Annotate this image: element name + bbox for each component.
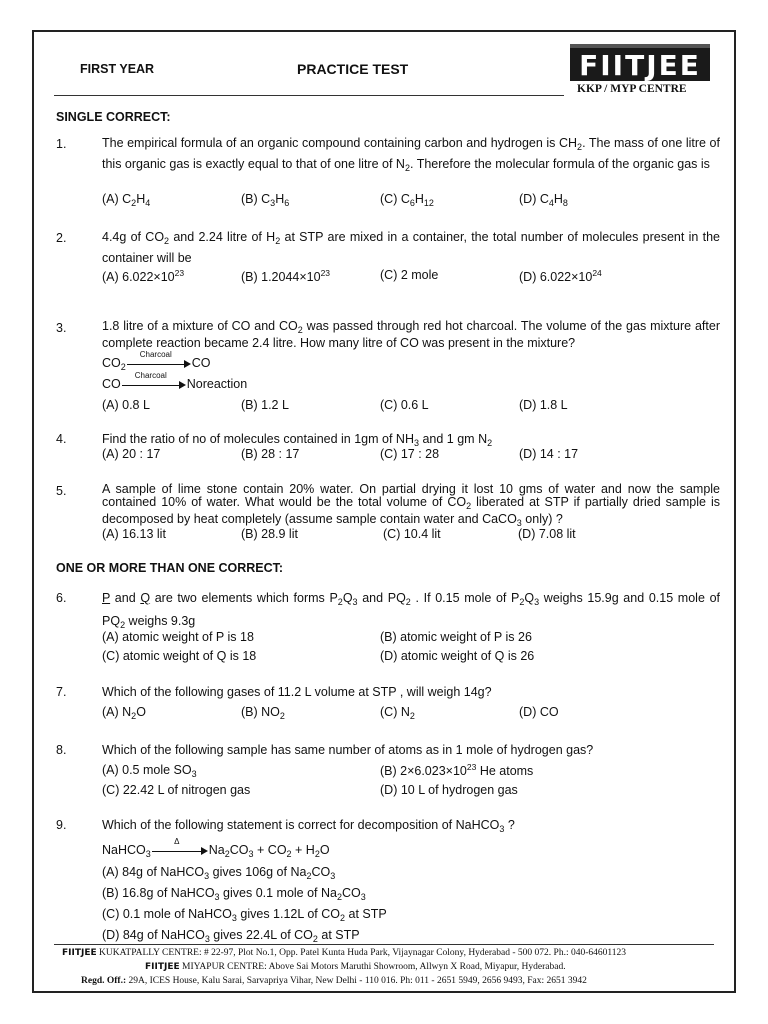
option-d[interactable]: (D) 14 : 17 xyxy=(519,447,579,461)
option-b[interactable]: (B) $NO_2$ xyxy=(241,705,285,721)
option-d[interactable]: (D) 7.08 lit xyxy=(518,527,576,541)
option-b[interactable]: (B) $2\times 6.023\times 10^{23}$ He atoms xyxy=(380,762,534,778)
option-b[interactable]: (B) $1.2044\times 10^{23}$ xyxy=(241,268,331,284)
section-multi-correct: ONE OR MORE THAN ONE CORRECT: xyxy=(56,561,284,575)
reaction-arrow: Charcoal xyxy=(122,380,186,390)
question-number: 6. xyxy=(56,591,67,605)
option-c[interactable]: (C) atomic weight of Q is 18 xyxy=(102,649,257,663)
option-b[interactable]: (B) $C_3H_6$ xyxy=(241,192,290,208)
option-b[interactable]: (B) 28.9 lit xyxy=(241,527,298,541)
option-c[interactable]: (C) 22.42 L of nitrogen gas xyxy=(102,783,251,797)
class-label: FIRST YEAR xyxy=(80,62,155,76)
option-c[interactable]: (C) 10.4 lit xyxy=(383,527,441,541)
reaction-arrow: Δ xyxy=(152,846,208,856)
option-d[interactable]: (D) $C_4H_8$ xyxy=(519,192,568,208)
option-c[interactable]: (C) 17 : 28 xyxy=(380,447,440,461)
option-d[interactable]: (D) $6.022\times 10^{24}$ xyxy=(519,268,602,284)
option-a[interactable]: (A) 0.5 mole $SO_3$ xyxy=(102,763,197,779)
option-b[interactable]: (B) atomic weight of P is 26 xyxy=(380,630,532,644)
footer-regd-office: Regd. Off.: 29A, ICES House, Kalu Sarai, Sarvapriya Vihar, New Delhi - 110 016. Ph: 011 - 2651 5949, 2656 9493, Fax: 2651 3942 xyxy=(81,976,587,986)
option-d[interactable]: (D) 10 L of hydrogen gas xyxy=(380,783,518,797)
option-a[interactable]: (A) 20 : 17 xyxy=(102,447,161,461)
question-5-text: A sample of lime stone contain 20% water. On partial drying it lost 10 gms of water and now the sample contained 10% of water. What would be the total volume of $CO_2$ liberated at STP if partially dried sample is decomposed by heat completely (assume sample contain water and CaCO$_3$ only) ? xyxy=(102,482,720,528)
option-c[interactable]: (C) $N_2$ xyxy=(380,705,415,721)
reaction-2: CO Charcoal Noreaction xyxy=(102,370,248,391)
question-6-text: P and Q are two elements which forms $P_2Q_3$ and $PQ_2$ . If 0.15 mole of $P_2Q_3$ weighs 15.9g and 0.15 mole of $PQ_2$ weighs 9.3g xyxy=(102,591,720,630)
option-b[interactable]: (B) 28 : 17 xyxy=(241,447,300,461)
question-number: 7. xyxy=(56,685,67,699)
footer-divider xyxy=(54,944,714,945)
question-4-text: Find the ratio of no of molecules contained in 1gm of $NH_3$ and 1 gm $N_2$ xyxy=(102,432,493,448)
question-number: 2. xyxy=(56,231,67,245)
option-a[interactable]: (A) atomic weight of P is 18 xyxy=(102,630,254,644)
question-number: 1. xyxy=(56,137,67,151)
option-d[interactable]: (D) atomic weight of Q is 26 xyxy=(380,649,535,663)
question-3-text: 1.8 litre of a mixture of CO and $CO_2$ was passed through red hot charcoal. The volume of the gas mixture after complete reaction became 2.4 litre. How many litre of CO was present in the mixture? xyxy=(102,319,720,350)
option-c[interactable]: (C) 0.1 mole of NaHCO$_3$ gives 1.12L of $CO_2$ at STP xyxy=(102,907,387,923)
option-a[interactable]: (A) 0.8 L xyxy=(102,398,150,412)
option-c[interactable]: (C) 0.6 L xyxy=(380,398,429,412)
section-single-correct: SINGLE CORRECT: xyxy=(56,110,171,124)
reaction-arrow: Charcoal xyxy=(127,359,191,369)
option-c[interactable]: (C) 2 mole xyxy=(380,268,439,282)
option-a[interactable]: (A) 16.13 lit xyxy=(102,527,166,541)
question-2-text: 4.4g of $CO_2$ and 2.24 litre of $H_2$ at STP are mixed in a container, the total number of molecules present in the container will be xyxy=(102,230,720,265)
reaction-1: $CO_2$ Charcoal CO xyxy=(102,349,211,372)
decomposition-reaction: NaHCO$_3$ Δ $Na_2CO_3 + CO_2 + H_2O$ xyxy=(102,836,330,859)
question-9-text: Which of the following statement is correct for decomposition of NaHCO$_3$ ? xyxy=(102,818,515,834)
option-b[interactable]: (B) 1.2 L xyxy=(241,398,289,412)
question-number: 8. xyxy=(56,743,67,757)
question-number: 5. xyxy=(56,484,67,498)
page-title: PRACTICE TEST xyxy=(297,61,409,77)
option-d[interactable]: (D) 1.8 L xyxy=(519,398,568,412)
option-a[interactable]: (A) $N_2O$ xyxy=(102,705,146,721)
option-d[interactable]: (D) CO xyxy=(519,705,559,719)
question-number: 4. xyxy=(56,432,67,446)
question-8-text: Which of the following sample has same number of atoms as in 1 mole of hydrogen gas? xyxy=(102,743,594,757)
question-number: 3. xyxy=(56,321,67,335)
question-7-text: Which of the following gases of 11.2 L volume at STP , will weigh 14g? xyxy=(102,685,492,699)
option-a[interactable]: (A) $6.022\times 10^{23}$ xyxy=(102,268,185,284)
centre-label: KKP / MYP CENTRE xyxy=(577,83,687,95)
option-c[interactable]: (C) $C_6H_{12}$ xyxy=(380,192,434,208)
question-1-text: The empirical formula of an organic compound containing carbon and hydrogen is $CH_2$. The mass of one litre of this organic gas is exactly equal to that of one litre of $N_2$. Therefore the molecular formula of the organic gas is xyxy=(102,136,720,173)
option-d[interactable]: (D) 84g of NaHCO$_3$ gives 22.4L of $CO_2$ at STP xyxy=(102,928,360,944)
fiitjee-logo: FIITJEE xyxy=(570,44,710,81)
option-a[interactable]: (A) $C_2H_4$ xyxy=(102,192,151,208)
footer-kukatpally: FIITJEE KUKATPALLY CENTRE: # 22-97, Plot No.1, Opp. Patel Kunta Huda Park, Vijaynagar Colony, Hyderabad - 500 072. Ph.: 040-64601123 xyxy=(62,948,627,958)
header-divider xyxy=(54,95,564,96)
footer-miyapur: FIITJEE MIYAPUR CENTRE: Above Sai Motors Maruthi Showroom, Allwyn X Road, Miyapur, Hyderabad. xyxy=(145,962,566,972)
option-a[interactable]: (A) 84g of NaHCO$_3$ gives 106g of $Na_2CO_3$ xyxy=(102,865,336,881)
option-b[interactable]: (B) 16.8g of NaHCO$_3$ gives 0.1 mole of $Na_2CO_3$ xyxy=(102,886,366,902)
question-number: 9. xyxy=(56,818,67,832)
